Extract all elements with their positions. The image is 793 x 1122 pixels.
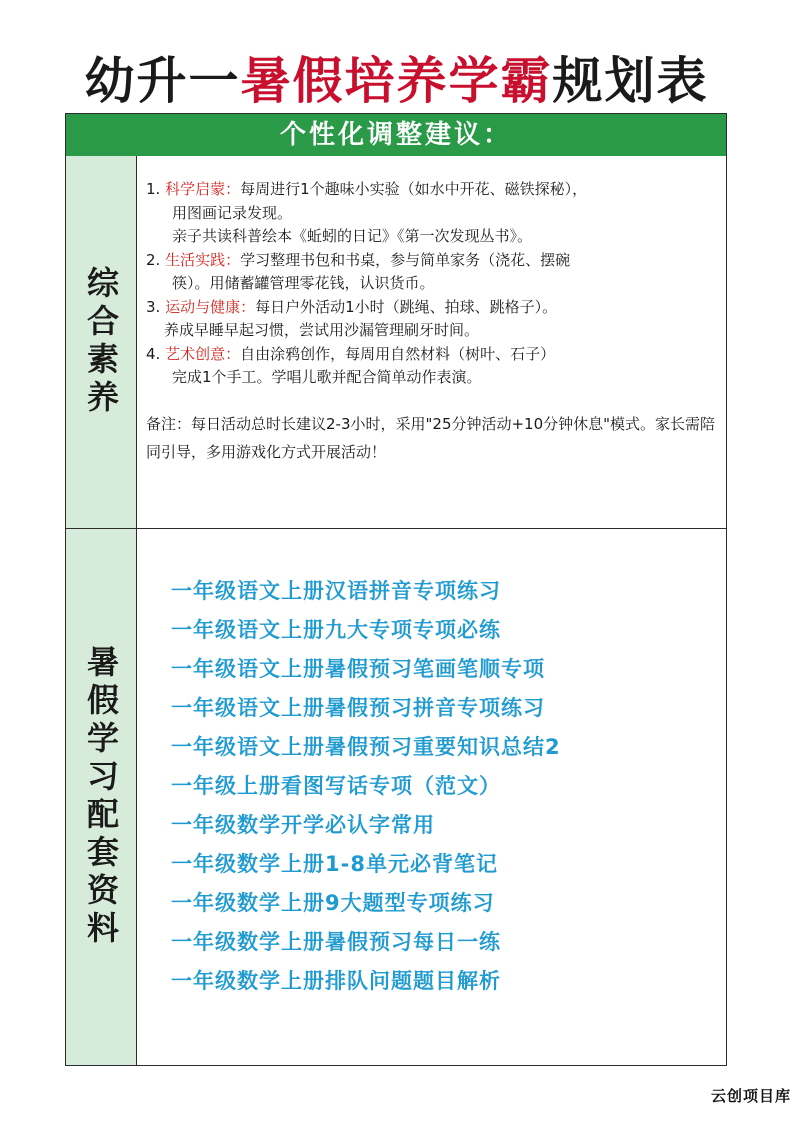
suggestion-item: 1. 科学启蒙：每周进行1个趣味小实验（如水中开花、磁铁探秘），	[146, 180, 588, 198]
suggestion-category: 运动与健康：	[165, 297, 256, 316]
suggestion-item: 2. 生活实践：学习整理书包和书桌，参与简单家务（浇花、摆碗	[146, 250, 571, 269]
section-label: 综合素养	[82, 266, 120, 418]
resource-link[interactable]: 一年级语文上册九大专项专项必练	[171, 618, 501, 642]
section-label-cell	[66, 529, 137, 1065]
resource-link[interactable]: 一年级数学开学必认字常用	[171, 813, 435, 837]
watermark-text: 云创项目库	[710, 1087, 791, 1105]
suggestion-text: 学习整理书包和书桌，参与简单家务（浇花、摆碗	[240, 250, 571, 269]
resource-link[interactable]: 一年级数学上册排队问题题目解析	[171, 969, 501, 993]
title-part1: 幼升一	[84, 52, 241, 110]
suggestion-text: 每日户外活动1小时（跳绳、拍球、跳格子）。	[255, 297, 558, 316]
suggestion-item: 4. 艺术创意：自由涂鸦创作，每周用自然材料（树叶、石子）	[146, 344, 556, 363]
table-header: 个性化调整建议：	[66, 114, 726, 156]
resource-list	[171, 572, 716, 1001]
section-label-cell	[66, 156, 137, 528]
section-label: 暑假学习配套资料	[82, 645, 120, 949]
resource-link[interactable]: 一年级数学上册1-8单元必背笔记	[171, 852, 498, 876]
resource-link[interactable]: 一年级语文上册暑假预习重要知识总结2	[171, 735, 561, 759]
resource-link[interactable]: 一年级语文上册汉语拼音专项练习	[171, 579, 501, 603]
resource-link[interactable]: 一年级数学上册9大题型专项练习	[171, 891, 495, 915]
suggestion-category: 生活实践：	[165, 250, 241, 269]
page-title	[0, 48, 793, 114]
section-comprehensive	[66, 156, 726, 529]
title-part2: 规划表	[552, 52, 709, 110]
suggestions-content	[146, 178, 724, 466]
suggestion-line: 筷）。用储蓄罐管理零花钱，认识货币。	[172, 274, 435, 292]
plan-table	[65, 113, 727, 1066]
note-text: 备注：每日活动总时长建议2-3小时，采用"25分钟活动+10分钟休息"模式。家长需陪同引导，多用游戏化方式开展活动！	[146, 414, 716, 461]
suggestion-category: 科学启蒙：	[165, 180, 241, 198]
suggestion-text: 自由涂鸦创作，每周用自然材料（树叶、石子）	[240, 344, 556, 363]
suggestion-category: 艺术创意：	[165, 344, 241, 363]
title-highlight: 暑假培养学霸	[240, 52, 553, 110]
resource-link[interactable]: 一年级语文上册暑假预习笔画笔顺专项	[171, 657, 545, 681]
suggestion-line: 完成1个手工。学唱儿歌并配合简单动作表演。	[172, 368, 482, 386]
resource-link[interactable]: 一年级语文上册暑假预习拼音专项练习	[171, 696, 545, 720]
suggestion-text: 每周进行1个趣味小实验（如水中开花、磁铁探秘），	[240, 180, 588, 198]
section-materials	[66, 529, 726, 1065]
resource-link[interactable]: 一年级数学上册暑假预习每日一练	[171, 930, 501, 954]
suggestion-line: 养成早睡早起习惯，尝试用沙漏管理刷牙时间。	[164, 321, 480, 339]
suggestion-item: 3. 运动与健康：每日户外活动1小时（跳绳、拍球、跳格子）。	[146, 297, 558, 316]
suggestion-line: 用图画记录发现。	[172, 203, 293, 222]
resource-link[interactable]: 一年级上册看图写话专项（范文）	[171, 774, 501, 798]
suggestion-line: 亲子共读科普绘本《蚯蚓的日记》《第一次发现丛书》。	[172, 227, 533, 245]
